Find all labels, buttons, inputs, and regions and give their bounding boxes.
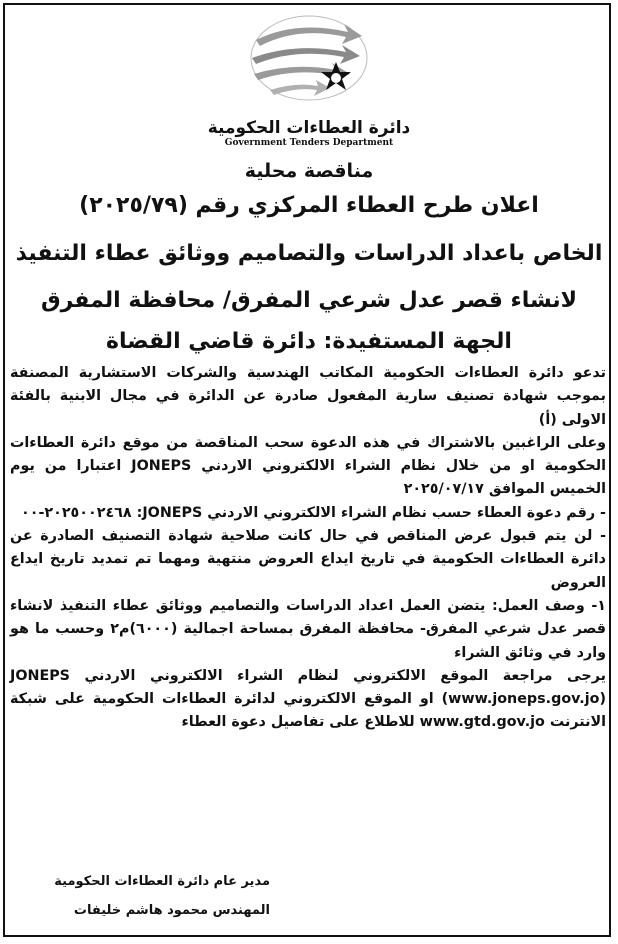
beneficiary: الجهة المستفيدة: دائرة قاضي القضاة: [106, 329, 512, 354]
announcement-body: [10, 362, 606, 735]
logo-english-text: Government Tenders Department: [224, 138, 394, 148]
announcement-project: لانشاء قصر عدل شرعي المفرق/ محافظة المفرق: [40, 288, 578, 313]
work-description-paragraph: ١- وصف العمل: يتضن العمل اعداد الدراسات والتصاميم ووثائق عطاء التنفيذ لانشاء قصر عدل شرعي المفرق- محافظة المفرق بمساحة اجمالية (٦٠٠٠)م٢ وحسب ما هو وارد في وثائق الشراء: [10, 597, 606, 661]
obtaining-paragraph: وعلى الراغبين بالاشتراك في هذه الدعوة سحب المناقصة من موقع دائرة العطاءات الحكومية او من خلال نظام الشراء الالكتروني الاردني JONEPS اعتبارا من يوم الخميس الموافق ٢٠٢٥/٠٧/١٧: [10, 434, 606, 498]
signatory-title: مدير عام دائرة العطاءات الحكومية: [54, 874, 270, 889]
signatory-name: المهندس محمود هاشم خليفات: [73, 903, 270, 918]
tender-type: مناقصة محلية: [244, 160, 374, 182]
announcement-subject: الخاص باعداد الدراسات والتصاميم ووثائق عطاء التنفيذ: [15, 241, 603, 266]
website-paragraph: يرجى مراجعة الموقع الالكتروني لنظام الشراء الالكتروني الاردني JONEPS (www.joneps.gov.jo) او الموقع الالكتروني لدائرة العطاءات الحكومية على شبكة الانترنت www.gtd.gov.jo للاطلاع على تفاصيل دعوة العطاء: [10, 667, 606, 731]
tender-number-paragraph: - رقم دعوة العطاء حسب نظام الشراء الالكتروني الاردني JONEPS: ٢٠٢٥٠٠٢٤٦٨-٠٠: [20, 504, 606, 521]
announcement-title: اعلان طرح العطاء المركزي رقم (٢٠٢٥/٧٩): [79, 193, 539, 218]
classification-paragraph: - لن يتم قبول عرض المناقص في حال كانت صلاحية شهادة التصنيف الصادرة عن دائرة العطاءات الحكومية في تاريخ ايداع العروض منتهية ومهما تم تمديد تاريخ ايداع العروض: [10, 528, 606, 591]
globe-arrows-logo: [236, 10, 382, 110]
logo-arabic-text: دائرة العطاءات الحكومية: [207, 118, 411, 138]
invitation-paragraph: تدعو دائرة العطاءات الحكومية المكاتب الهندسية والشركات الاستشارية المصنفة بموجب شهادة تصنيف سارية المفعول صادرة عن الدائرة في مجال الابنية بالفئة الاولى (أ): [10, 365, 606, 428]
